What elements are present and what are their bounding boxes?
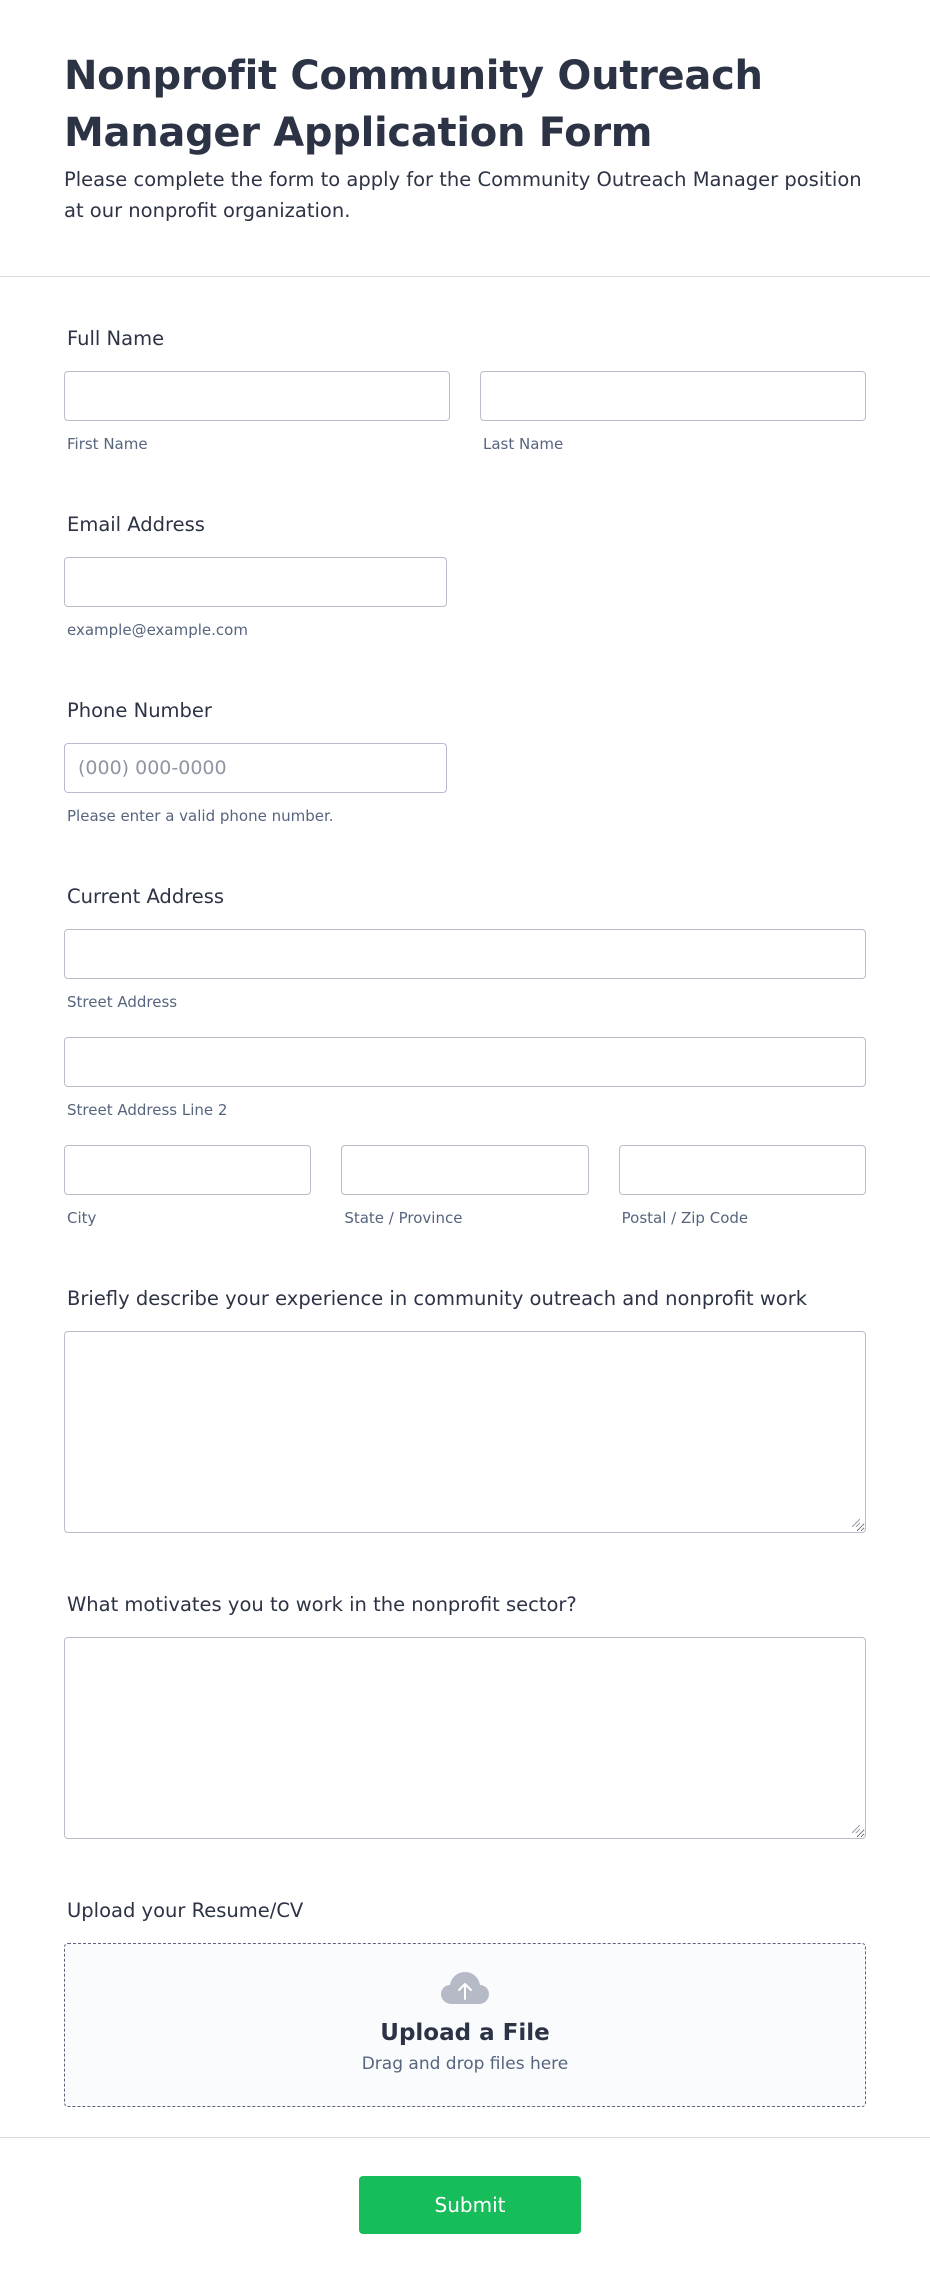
phone-label: Phone Number (67, 699, 212, 722)
file-upload-dropzone[interactable] (64, 1943, 866, 2107)
email-label: Email Address (67, 513, 205, 536)
resize-handle-icon[interactable] (852, 1519, 860, 1527)
experience-label: Briefly describe your experience in community outreach and nonprofit work (67, 1287, 808, 1310)
address-label: Current Address (67, 885, 225, 908)
form-footer (0, 2137, 930, 2234)
form-title: Nonprofit Community Outreach Manager Application Form (64, 53, 763, 156)
experience-field (64, 1287, 866, 1533)
email-input[interactable] (64, 557, 447, 607)
zip-input[interactable] (619, 1145, 866, 1195)
email-field (64, 513, 866, 639)
resume-upload-label: Upload your Resume/CV (67, 1899, 304, 1922)
street-address-line2-input[interactable] (64, 1037, 866, 1087)
first-name-sublabel: First Name (67, 435, 148, 453)
last-name-input[interactable] (480, 371, 866, 421)
address-field (64, 885, 866, 1227)
state-input[interactable] (341, 1145, 588, 1195)
form-description: Please complete the form to apply for the Community Outreach Manager position at our nonprofit organization. (64, 168, 862, 222)
phone-input[interactable] (64, 743, 447, 793)
email-sublabel: example@example.com (67, 621, 248, 639)
phone-field (64, 699, 866, 825)
cloud-upload-icon (440, 1970, 490, 2006)
motivation-textarea[interactable] (64, 1637, 866, 1839)
motivation-label: What motivates you to work in the nonprofit sector? (67, 1593, 577, 1616)
first-name-input[interactable] (64, 371, 450, 421)
submit-button[interactable]: Submit (359, 2176, 581, 2234)
form-header (0, 0, 930, 277)
state-sublabel: State / Province (344, 1209, 463, 1227)
full-name-label: Full Name (67, 327, 165, 350)
city-sublabel: City (67, 1209, 97, 1227)
upload-hint: Drag and drop files here (361, 2054, 569, 2074)
motivation-field (64, 1593, 866, 1839)
experience-textarea[interactable] (64, 1331, 866, 1533)
last-name-sublabel: Last Name (483, 435, 564, 453)
street-address-line2-sublabel: Street Address Line 2 (67, 1101, 228, 1119)
street-address-input[interactable] (64, 929, 866, 979)
zip-sublabel: Postal / Zip Code (621, 1209, 749, 1227)
resume-upload-field (64, 1899, 866, 2107)
upload-title: Upload a File (380, 2020, 550, 2046)
phone-sublabel: Please enter a valid phone number. (67, 807, 334, 825)
full-name-field (64, 327, 866, 453)
city-input[interactable] (64, 1145, 311, 1195)
street-address-sublabel: Street Address (67, 993, 178, 1011)
form-body (0, 277, 930, 2107)
resize-handle-icon[interactable] (852, 1825, 860, 1833)
